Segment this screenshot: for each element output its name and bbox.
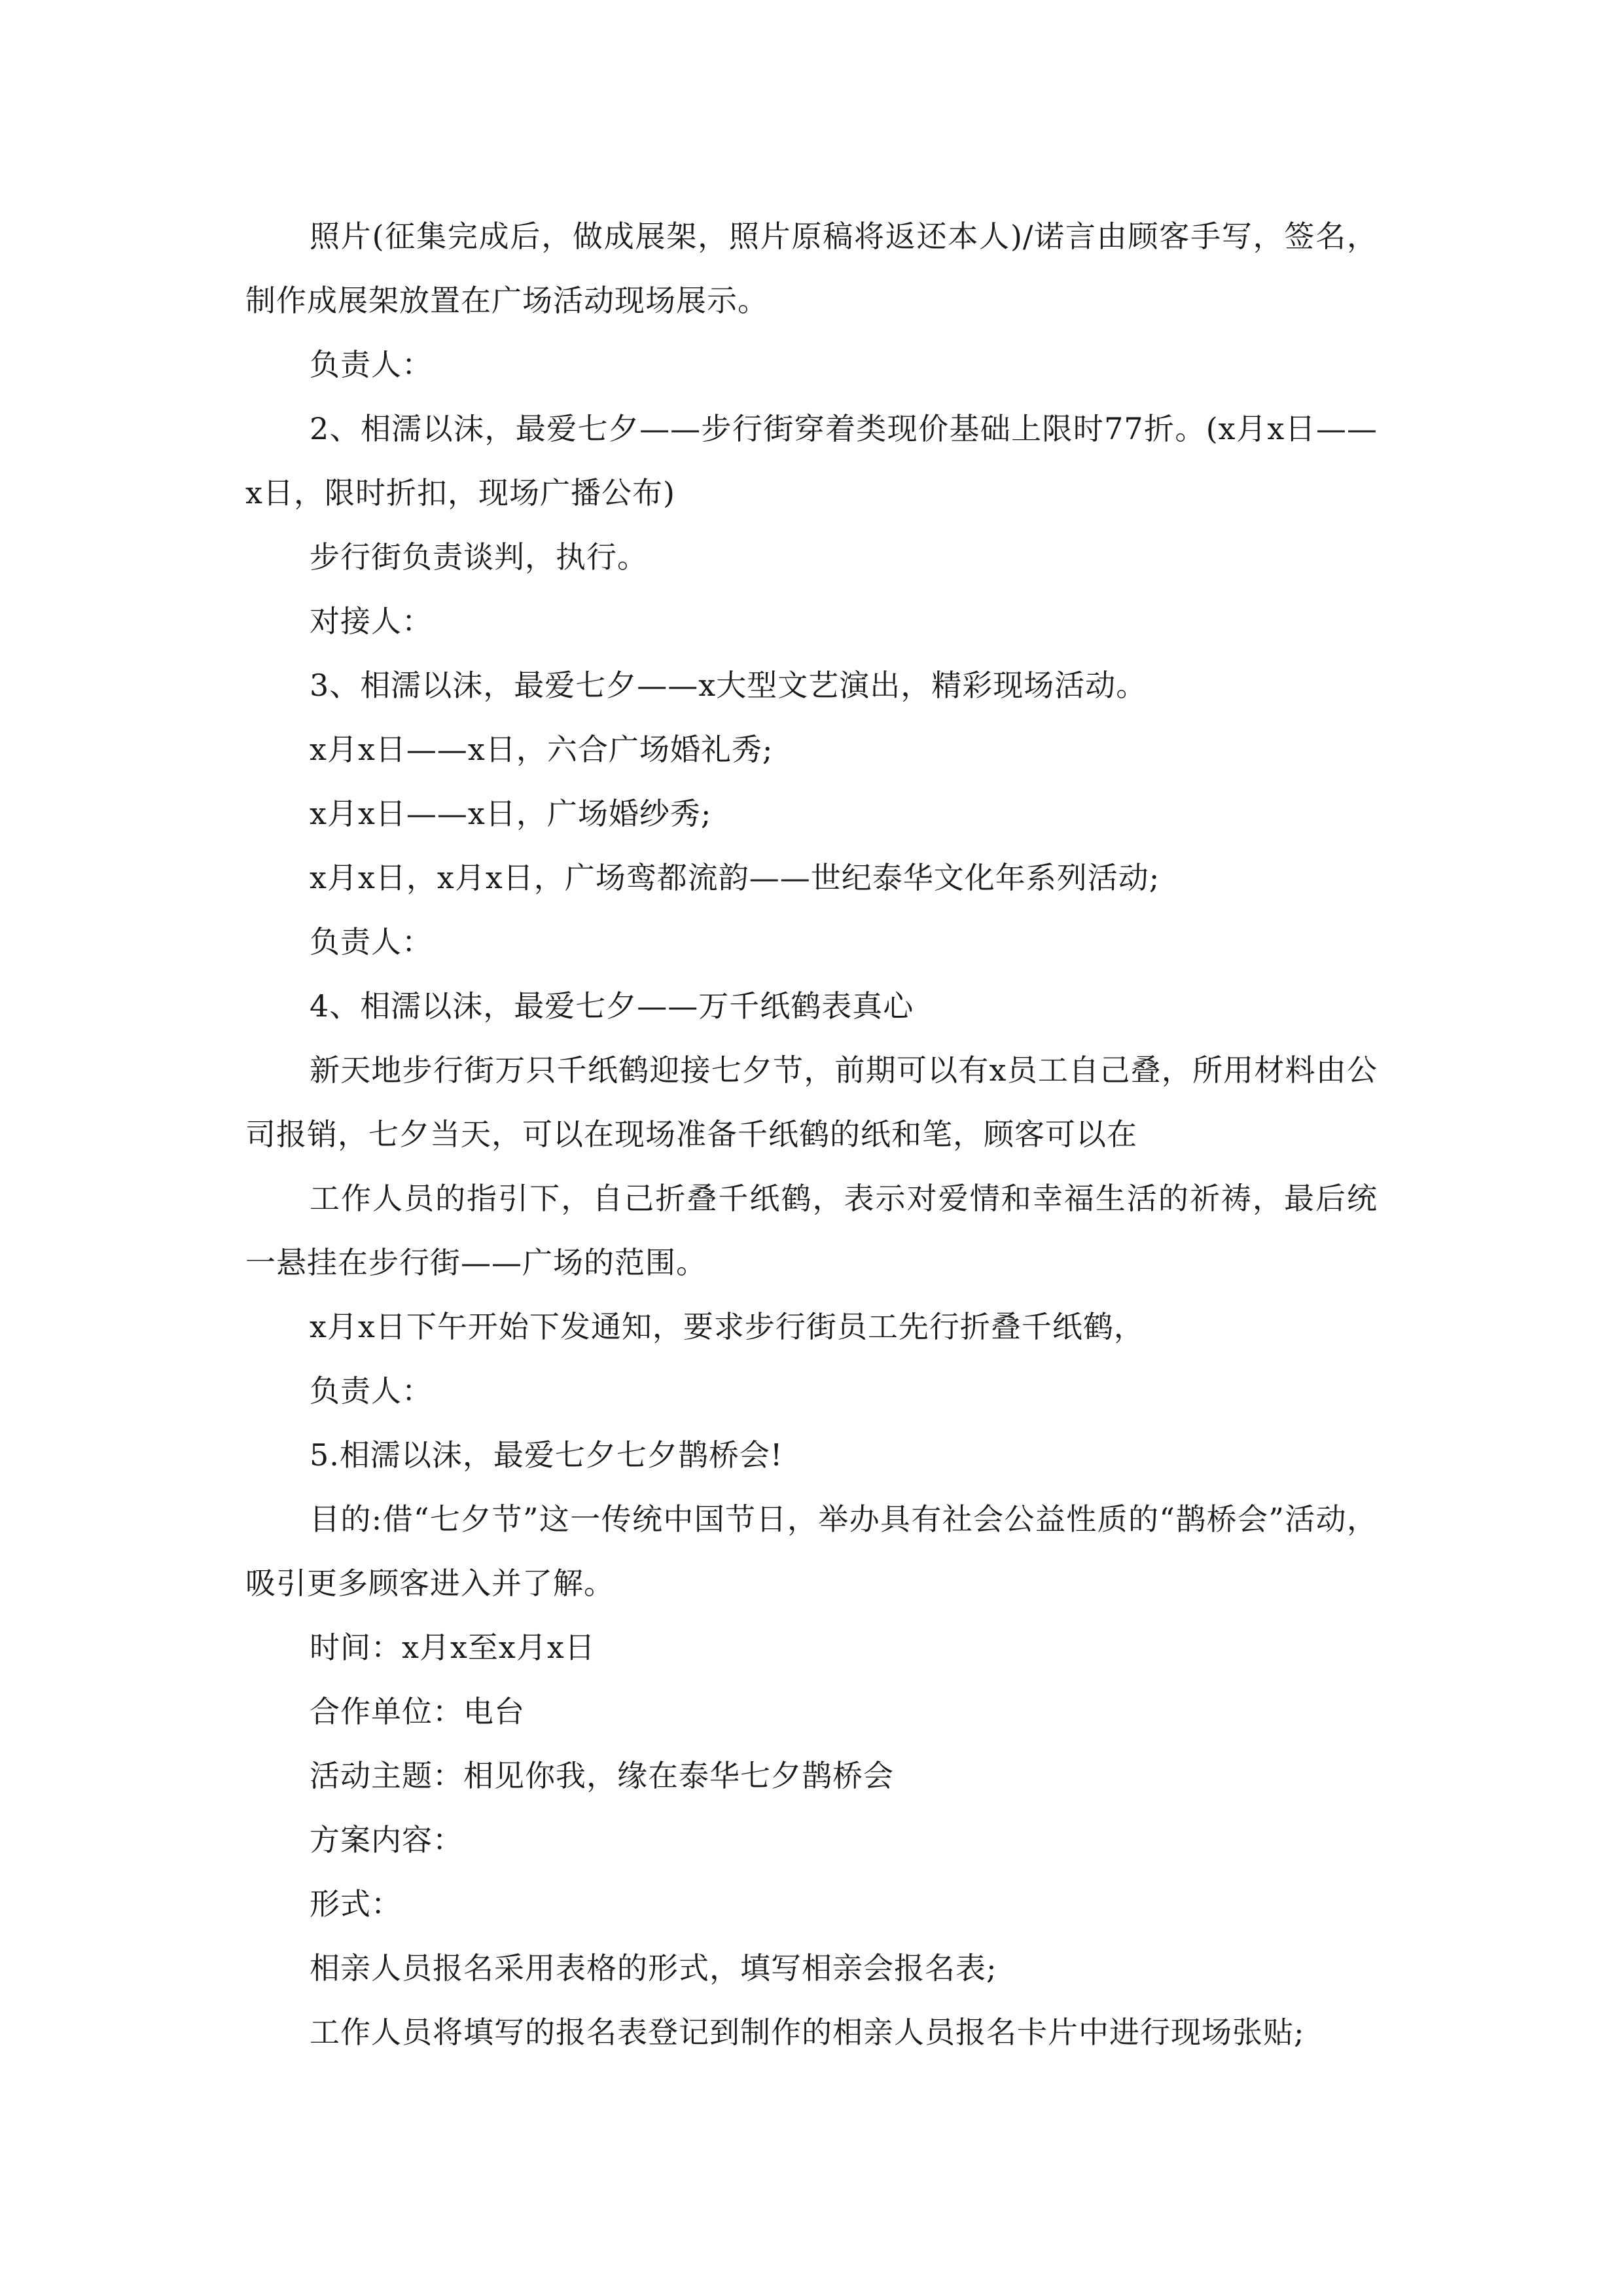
paragraph-culture-series: x月x日，x月x日，广场鸾都流韵——世纪泰华文化年系列活动; xyxy=(310,860,1160,895)
paragraph-cranes-notice: x月x日下午开始下发通知，要求步行街员工先行折叠千纸鹤， xyxy=(310,1309,1145,1344)
paragraph-negotiation: 步行街负责谈判，执行。 xyxy=(310,539,648,575)
paragraph-plan-content: 方案内容： xyxy=(310,1822,463,1857)
paragraph-cranes-prep: 新天地步行街万只千纸鹤迎接七夕节，前期可以有x员工自己叠，所用材料由公司报销，七夕当天，可以在现场准备千纸鹤的纸和笔，顾客可以在 xyxy=(245,1052,1378,1152)
paragraph-responsible-2: 负责人： xyxy=(310,924,433,960)
paragraph-purpose: 目的:借“七夕节”这一传统中国节日，举办具有社会公益性质的“鹊桥会”活动，吸引更多顾客进入并了解。 xyxy=(245,1501,1378,1601)
paragraph-theme: 活动主题：相见你我，缘在泰华七夕鹊桥会 xyxy=(310,1758,894,1793)
paragraph-registration-form: 相亲人员报名采用表格的形式，填写相亲会报名表; xyxy=(310,1950,997,1986)
paragraph-contact-person: 对接人： xyxy=(310,603,433,639)
paragraph-item-2-discount: 2、相濡以沫，最爱七夕——步行街穿着类现价基础上限时77折。(x月x日——x日，限时折扣，现场广播公布) xyxy=(245,411,1378,511)
paragraph-responsible-3: 负责人： xyxy=(310,1373,433,1408)
paragraph-format: 形式： xyxy=(310,1886,402,1922)
paragraph-bridal-show: x月x日——x日，广场婚纱秀; xyxy=(310,796,712,831)
paragraph-partner: 合作单位：电台 xyxy=(310,1694,525,1729)
paragraph-cranes-folding: 工作人员的指引下，自己折叠千纸鹤，表示对爱情和幸福生活的祈祷，最后统一悬挂在步行街——广场的范围。 xyxy=(245,1181,1378,1280)
paragraph-wedding-show: x月x日——x日，六合广场婚礼秀; xyxy=(310,732,774,767)
paragraph-item-4-cranes: 4、相濡以沫，最爱七夕——万千纸鹤表真心 xyxy=(310,988,914,1024)
paragraph-photo-display: 照片(征集完成后，做成展架，照片原稿将返还本人)/诺言由顾客手写，签名，制作成展架放置在广场活动现场展示。 xyxy=(245,219,1378,318)
paragraph-item-3-performance: 3、相濡以沫，最爱七夕——x大型文艺演出，精彩现场活动。 xyxy=(310,668,1147,703)
paragraph-time: 时间：x月x至x月x日 xyxy=(310,1630,596,1665)
paragraph-item-5-magpie-bridge: 5.相濡以沫，最爱七夕七夕鹊桥会! xyxy=(310,1437,783,1473)
paragraph-registration-cards: 工作人员将填写的报名表登记到制作的相亲人员报名卡片中进行现场张贴; xyxy=(310,2015,1305,2050)
document-body xyxy=(245,204,1378,2064)
paragraph-responsible-1: 负责人： xyxy=(310,347,433,382)
